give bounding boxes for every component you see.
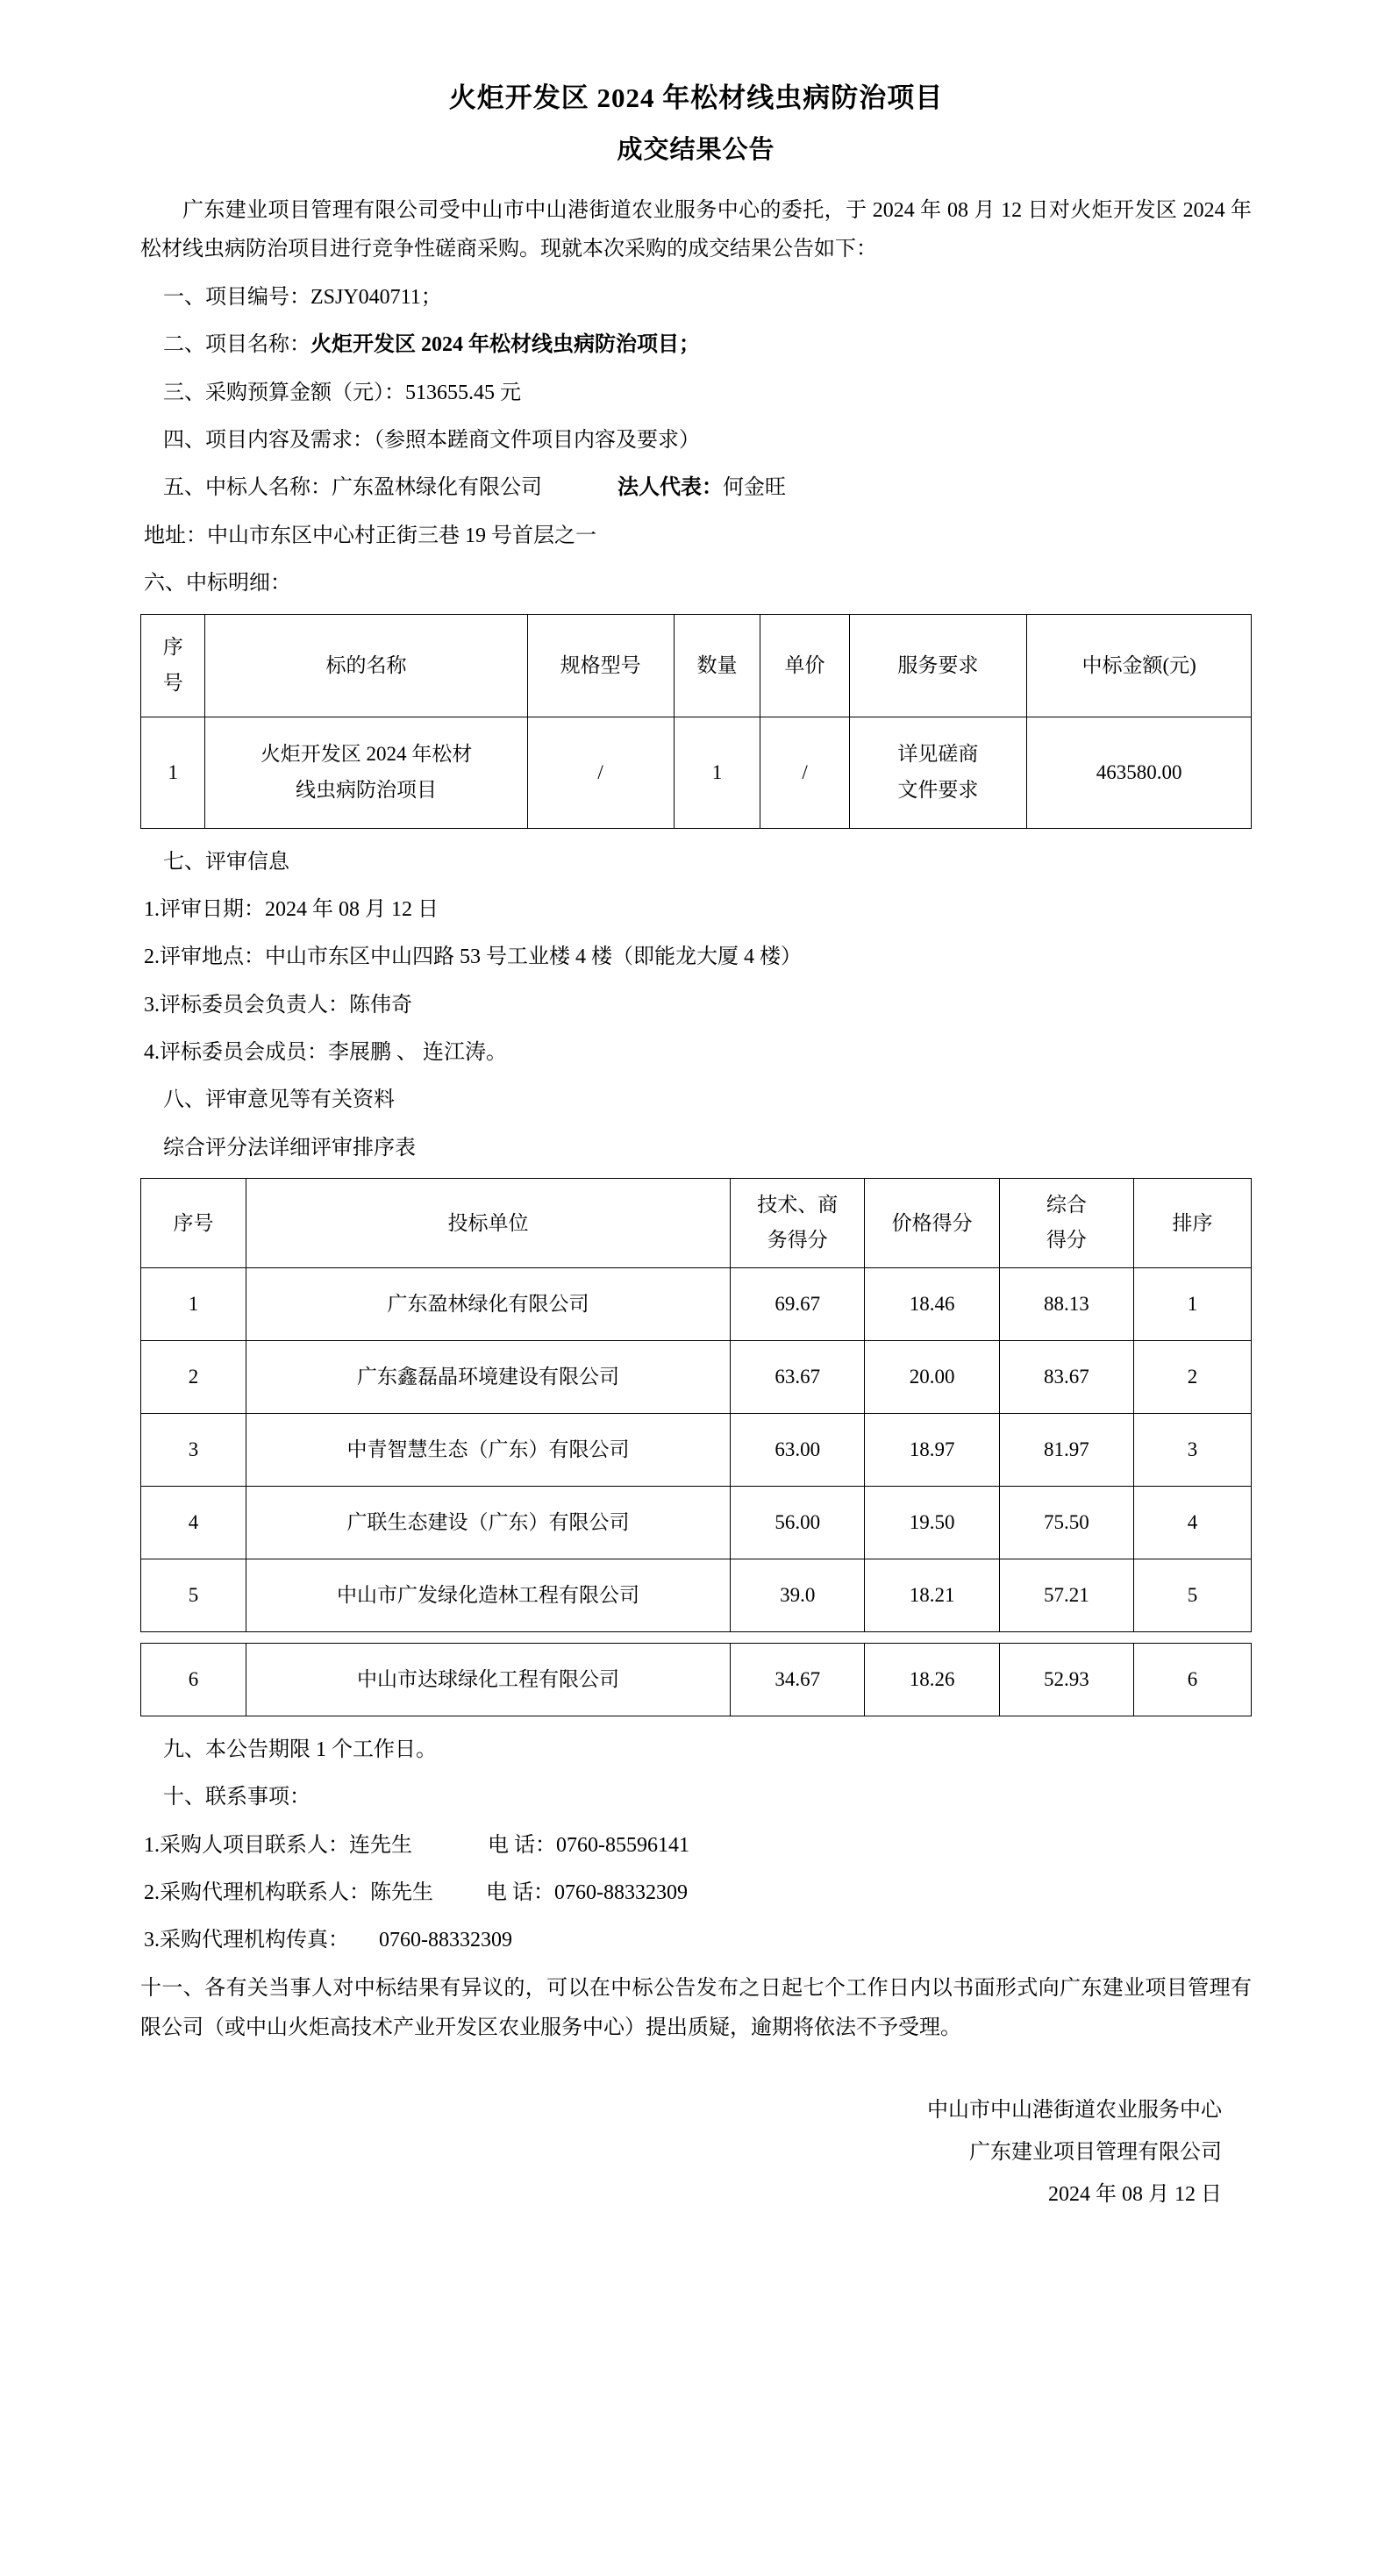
item-winner-label: 五、中标人名称： [163,476,332,500]
cell-rank: 6 [1134,1643,1252,1716]
col-header-price-score: 价格得分 [865,1179,999,1268]
table-row [141,1486,1252,1559]
contact-fax-value: 0760-88332309 [379,1929,512,1952]
cell-total: 75.50 [999,1486,1133,1559]
cell-no: 2 [141,1340,246,1413]
item-content-demand-value: （参照本蹉商文件项目内容及要求） [374,428,700,452]
contact-agency-phone-label: 电 话： [486,1880,554,1904]
score-table-continued [140,1643,1252,1716]
cell-unit: 中山市广发绿化造林工程有限公司 [246,1559,730,1631]
cell-rank: 2 [1134,1340,1252,1413]
cell-unit: 广联生态建设（广东）有限公司 [246,1486,730,1559]
signature-block [140,2089,1252,2216]
cell-price: 20.00 [865,1340,999,1413]
cell-total: 52.93 [999,1643,1133,1716]
cell-rank: 4 [1134,1486,1252,1559]
contact-agency-value: 陈先生 [370,1880,433,1904]
cell-price: 18.21 [865,1559,999,1631]
table-row [141,1340,1252,1413]
item-review-place: 2.评审地点：中山市东区中山四路 53 号工业楼 4 楼（即能龙大厦 4 楼） [144,945,802,969]
page-subtitle: 成交结果公告 [617,135,775,164]
cell-total: 83.67 [999,1340,1133,1413]
signature-line-2: 广东建业项目管理有限公司 [969,2140,1222,2164]
table-row [141,1559,1252,1631]
item-bid-detail-heading: 六、中标明细： [144,572,291,596]
item-review-date: 1.评审日期：2024 年 08 月 12 日 [144,897,439,921]
cell-service [849,717,1027,828]
col-header-total-line2: 得分 [1046,1229,1087,1252]
item-winner [140,468,1252,507]
signature-date: 2024 年 08 月 12 日 [1048,2182,1222,2206]
item-contact-heading: 十、联系事项： [163,1786,311,1809]
address-value: 中山市东区中心村正街三巷 19 号首层之一 [207,524,596,547]
table-row [141,1413,1252,1486]
item-budget: 三、采购预算金额（元）：513655.45 元 [163,381,521,404]
item-project-name [140,325,1252,364]
cell-tech: 63.67 [731,1340,865,1413]
cell-price: / [760,717,849,828]
legal-rep-label: 法人代表： [617,476,723,500]
cell-rank: 5 [1134,1559,1252,1631]
cell-rank: 3 [1134,1413,1252,1486]
cell-price: 18.97 [865,1413,999,1486]
table-row [141,1267,1252,1340]
table-header-row [141,614,1252,717]
item-contact-purchaser [140,1826,1252,1865]
item-review-opinion-heading: 八、评审意见等有关资料 [163,1088,395,1112]
item-notice-period: 九、本公告期限 1 个工作日。 [163,1738,437,1761]
address-label: 地址： [144,524,207,547]
col-header-no: 序号 [141,1179,246,1268]
item-project-name-value: 火炬开发区 2024 年松材线虫病防治项目； [311,333,700,357]
cell-unit: 中青智慧生态（广东）有限公司 [246,1413,730,1486]
cell-price: 18.26 [865,1643,999,1716]
cell-no: 1 [141,717,205,828]
contact-fax-label: 3.采购代理机构传真： [144,1929,349,1952]
cell-tech: 39.0 [731,1559,865,1631]
item-address [140,517,1252,555]
contact-purchaser-phone-label: 电 话： [488,1833,556,1857]
cell-tech: 34.67 [731,1643,865,1716]
cell-price: 18.46 [865,1267,999,1340]
col-header-spec: 规格型号 [527,614,674,717]
intro-paragraph: 广东建业项目管理有限公司受中山市中山港街道农业服务中心的委托，于 2024 年 08 月 12 日对火炬开发区 2024 年松材线虫病防治项目进行竞争性磋商采购。现就本次采购的成交结果公告如下： [140,198,1252,261]
cell-total: 88.13 [999,1267,1133,1340]
col-header-rank: 排序 [1134,1179,1252,1268]
cell-unit: 中山市达球绿化工程有限公司 [246,1643,730,1716]
cell-service-line1: 详见磋商 [897,743,979,766]
cell-rank: 1 [1134,1267,1252,1340]
contact-agency-phone: 0760-88332309 [554,1880,688,1904]
col-header-price: 单价 [760,614,849,717]
item-objection-notice: 十一、各有关当事人对中标结果有异议的，可以在中标公告发布之日起七个工作日内以书面形式向广东建业项目管理有限公司（或中山火炬高技术产业开发区农业服务中心）提出质疑，逾期将依法不予受理。 [140,1976,1252,2040]
contact-purchaser-phone: 0760-85596141 [556,1833,689,1857]
col-header-qty: 数量 [674,614,760,717]
cell-total: 57.21 [999,1559,1133,1631]
col-header-tech-score [731,1179,865,1268]
cell-price: 19.50 [865,1486,999,1559]
col-header-total-line1: 综合 [1046,1194,1087,1217]
signature-line-1: 中山市中山港街道农业服务中心 [927,2098,1222,2122]
contact-agency-label: 2.采购代理机构联系人： [144,1880,370,1904]
col-header-unit: 投标单位 [246,1179,730,1268]
cell-name-line1: 火炬开发区 2024 年松材 [260,743,473,766]
item-project-number: 一、项目编号：ZSJY040711； [163,285,442,309]
item-content-demand [140,421,1252,460]
page-title: 火炬开发区 2024 年松材线虫病防治项目 [448,82,944,113]
cell-name-line2: 线虫病防治项目 [295,778,437,801]
cell-name [205,717,527,828]
cell-tech: 69.67 [731,1267,865,1340]
legal-rep-value: 何金旺 [723,476,786,500]
item-review-members: 4.评标委员会成员：李展鹏 、 连江涛。 [144,1041,507,1065]
cell-no: 5 [141,1559,246,1631]
cell-no: 4 [141,1486,246,1559]
cell-tech: 63.00 [731,1413,865,1486]
item-review-leader: 3.评标委员会负责人：陈伟奇 [144,993,412,1017]
cell-total: 81.97 [999,1413,1133,1486]
col-header-name: 标的名称 [205,614,527,717]
table-header-row [141,1179,1252,1268]
cell-no: 1 [141,1267,246,1340]
bid-detail-table [140,614,1252,829]
col-header-amount: 中标金额(元) [1027,614,1252,717]
table-row [141,717,1252,828]
item-review-info-heading: 七、评审信息 [163,850,289,874]
cell-service-line2: 文件要求 [897,778,979,801]
item-contact-agency [140,1873,1252,1912]
cell-unit: 广东盈林绿化有限公司 [246,1267,730,1340]
contact-purchaser-label: 1.采购人项目联系人： [144,1833,349,1857]
table-row [141,1643,1252,1716]
item-content-demand-label: 四、项目内容及需求： [163,428,374,452]
item-winner-value: 广东盈林绿化有限公司 [332,476,542,500]
score-table [140,1178,1252,1632]
cell-amount: 463580.00 [1027,717,1252,828]
item-project-name-label: 二、项目名称： [163,333,311,357]
col-header-service: 服务要求 [849,614,1027,717]
col-header-tech-line2: 务得分 [767,1229,828,1252]
contact-purchaser-value: 连先生 [349,1833,412,1857]
item-contact-fax [140,1921,1252,1959]
item-score-table-caption: 综合评分法详细评审排序表 [163,1136,416,1160]
cell-no: 3 [141,1413,246,1486]
cell-unit: 广东鑫磊晶环境建设有限公司 [246,1340,730,1413]
col-header-total-score [999,1179,1133,1268]
cell-spec: / [527,717,674,828]
col-header-tech-line1: 技术、商 [757,1194,839,1217]
cell-no: 6 [141,1643,246,1716]
col-header-no: 序 号 [141,614,205,717]
cell-tech: 56.00 [731,1486,865,1559]
cell-qty: 1 [674,717,760,828]
